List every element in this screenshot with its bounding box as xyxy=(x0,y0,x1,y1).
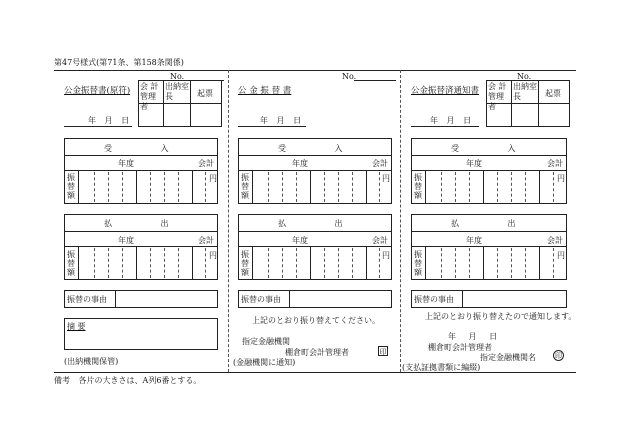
middle-message: 上記のとおり振り替えてください。 xyxy=(252,316,380,325)
note: 備考 各片の大きさは、A列6番とする。 xyxy=(54,376,202,385)
form-title: 第47号様式(第71条、第158条関係) xyxy=(54,58,184,67)
right-message: 上記のとおり振り替えたので通知します。 xyxy=(425,312,577,321)
middle-date: 年 月 日 xyxy=(260,116,302,125)
cut-line-2 xyxy=(400,70,401,372)
right-seal-mark: 印 xyxy=(555,352,562,360)
left-date: 年 月 日 xyxy=(88,116,130,125)
middle-manager: 棚倉町会計管理者 xyxy=(285,348,349,357)
bottom-border xyxy=(54,372,576,373)
left-receipt-label: 受 入 xyxy=(104,144,169,153)
right-notice-date: 年 月 日 xyxy=(448,332,498,341)
middle-seal-mark: 印 xyxy=(379,348,387,356)
no-label: No. xyxy=(170,72,185,81)
right-title: 公金振替済通知書 xyxy=(411,86,480,96)
cut-line-1 xyxy=(228,70,229,372)
right-bank-name: 指定金融機関名 xyxy=(480,353,536,362)
left-reason-label: 振替の事由 xyxy=(67,295,107,304)
left-footer: (出納機関保管) xyxy=(64,357,119,366)
left-title: 公金振替書(原符) xyxy=(64,86,131,96)
middle-bank: 指定金融機関 xyxy=(242,337,290,346)
right-footer: (支払証拠書類に編綴) xyxy=(402,363,481,372)
left-summary-label: 摘 要 xyxy=(67,322,86,331)
stamp-chief: 出納室長 xyxy=(165,82,189,101)
stamp-drafter: 起票 xyxy=(197,89,213,98)
middle-footer: (金融機関に通知) xyxy=(233,358,296,367)
left-summary-box xyxy=(64,318,218,350)
right-manager: 棚倉町会計管理者 xyxy=(428,343,492,352)
left-payment-label: 払 出 xyxy=(104,219,169,228)
middle-title: 公 金 振 替 書 xyxy=(238,86,292,96)
top-border xyxy=(54,70,576,71)
stamp-accountant: 会 計管理者 xyxy=(140,82,159,111)
right-date: 年 月 日 xyxy=(430,116,472,125)
